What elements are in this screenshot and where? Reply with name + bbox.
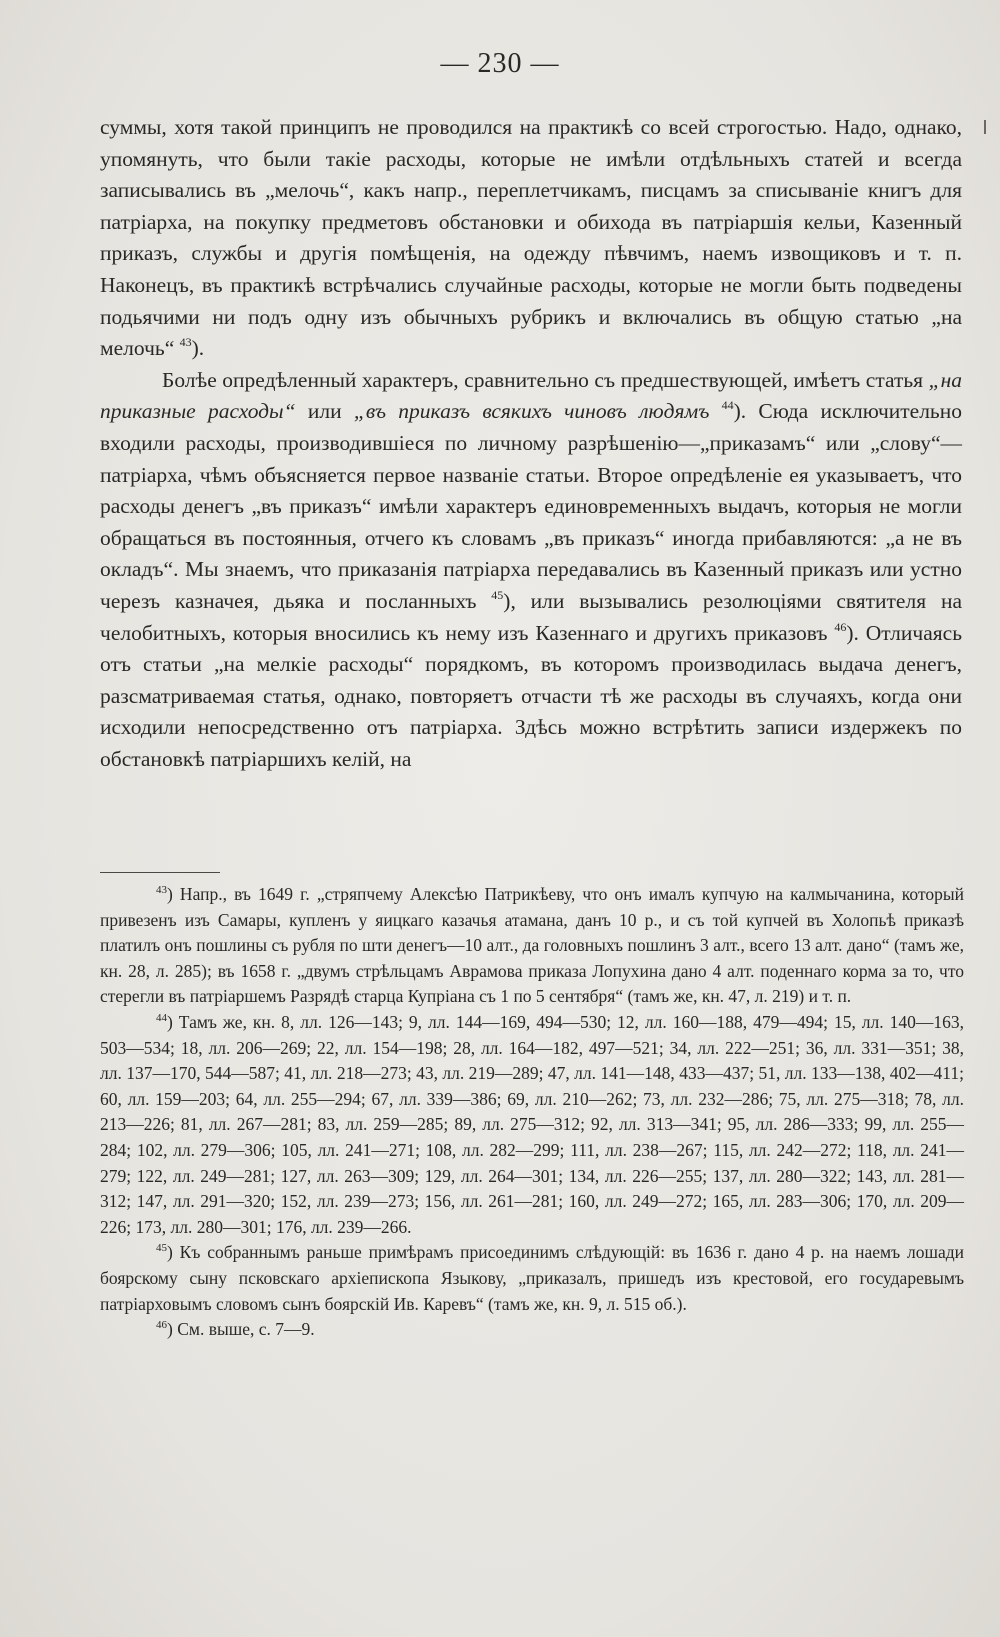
paragraph-2-part-e: ). Сюда исключительно входили расходы, производившіеся по личному разрѣшенію—„приказамъ“ или „слову“—патріарха, чѣмъ объясняется первое названіе статьи. Второе опредѣленіе ея указываетъ, что расходы денегъ „въ приказъ“ имѣли характеръ единовременныхъ выдачъ, которыя не могли обращаться въ постоянныя, отчего къ словамъ „въ приказъ“ иногда прибавляются: „а не въ окладъ“. Мы знаемъ, что приказанія патріарха передавались въ Казенный приказъ или устно черезъ казначея, дьяка и посланныхъ	[100, 399, 962, 613]
footnote-45	[100, 1240, 964, 1317]
paragraph-1-text: суммы, хотя такой принципъ не проводился на практикѣ со всей строгостью. Надо, однако, упомянуть, что были такіе расходы, которые не имѣли отдѣльныхъ статей и всегда записывались въ „мелочь“, какъ напр., переплетчикамъ, писцамъ за списываніе книгъ для патріарха, на покупку предметовъ обстановки и обихода въ патріаршія кельи, Казенный приказъ, службы и другія помѣщенія, на одежду пѣвчимъ, наемъ извощиковъ и т. п. Наконецъ, въ практикѣ встрѣчались случайные расходы, которые не могли быть подведены подьячими ни подъ одну изъ обычныхъ рубрикъ и включались въ общую статью „на мелочь“	[100, 115, 962, 361]
footnote-number-43: 43	[156, 884, 167, 896]
footnote-number-45: 45	[156, 1242, 167, 1255]
footnote-ref-43[interactable]: 43	[179, 335, 192, 350]
footnote-divider	[100, 872, 220, 873]
footnote-44	[100, 1010, 964, 1240]
article-title-italic-2: „въ приказъ всякихъ чиновъ людямъ	[353, 399, 710, 424]
footnote-43-text: ) Напр., въ 1649 г. „стряпчему Алексѣю Патрикѣеву, что онъ ималъ купчую на калмычанина, который привезенъ изъ Самары, купленъ у яицкаго казачья атамана, данъ 10 р., и съ той купчей въ Холопьѣ приказѣ платилъ онъ пошлины съ рубля по шти денегъ—10 алт., да головныхъ пошлинъ 3 алт., всего 13 алт. дано“ (тамъ же, кн. 28, л. 285); въ 1658 г. „двумъ стрѣльцамъ Аврамова приказа Лопухина дано 4 алт. поденнаго корма за то, что стерегли въ патріаршемъ Разрядѣ старца Купріана съ 1 по 5 сентября“ (тамъ же, кн. 47, л. 219) и т. п.	[100, 884, 964, 1007]
main-text	[100, 112, 962, 775]
paragraph-2-part-a: Болѣе опредѣленный характеръ, сравнительно съ предшествующей, имѣетъ статья	[162, 367, 929, 392]
footnote-45-text: ) Къ собраннымъ раньше примѣрамъ присоединимъ слѣдующій: въ 1636 г. дано 4 р. на наемъ лошади боярскому сыну псковскаго архіепископа Языкову, „приказалъ, пришедъ изъ крестовой, его государевымъ патріарховымъ словомъ сынъ боярскій Ив. Каревъ“ (тамъ же, кн. 9, л. 515 об.).	[100, 1242, 964, 1314]
article-title-italic-1: „на приказные расходы“	[100, 367, 962, 424]
paragraph-2-part-c: или	[295, 399, 354, 424]
footnote-number-44: 44	[156, 1011, 167, 1024]
footnote-43	[100, 882, 964, 1010]
paragraph-2	[100, 365, 962, 776]
footnote-ref-44[interactable]: 44	[721, 398, 734, 413]
footnote-number-46: 46	[156, 1319, 167, 1332]
paragraph-2-part-f: ), или вызывались резолюціями святителя на челобитныхъ, которыя вносились къ нему изъ Казеннаго и другихъ приказовъ	[100, 588, 962, 645]
page-number: — 230 —	[440, 48, 560, 79]
paragraph-2-part-g: ). Отличаясь отъ статьи „на мелкіе расходы“ порядкомъ, въ которомъ производилась выдача денегъ, разсматриваемая статья, однако, повторяетъ отчасти тѣ же расходы въ случаяхъ, когда они исходили непосредственно отъ патріарха. Здѣсь можно встрѣтить записи издержекъ по обстановкѣ патріаршихъ келій, на	[100, 620, 962, 771]
margin-mark	[984, 120, 986, 134]
footnote-ref-46[interactable]: 46	[834, 619, 847, 634]
paragraph-1	[100, 112, 962, 365]
footnotes	[100, 882, 964, 1343]
paragraph-1-end: ).	[191, 336, 205, 361]
footnote-44-text: ) Тамъ же, кн. 8, лл. 126—143; 9, лл. 144—169, 494—530; 12, лл. 160—188, 479—494; 15, лл. 140—163, 503—534; 18, лл. 206—269; 22, лл. 154—198; 28, лл. 164—182, 497—521; 34, лл. 222—251; 36, лл. 331—351; 38, лл. 137—170, 544—587; 41, лл. 218—273; 43, лл. 219—289; 47, лл. 141—148, 433—437; 51, лл. 133—138, 402—411; 60, лл. 159—203; 64, лл. 255—294; 67, лл. 339—386; 69, лл. 210—262; 73, лл. 232—286; 75, лл. 275—318; 78, лл. 213—226; 81, лл. 267—281; 83, лл. 259—285; 89, лл. 275—312; 92, лл. 313—341; 95, лл. 286—333; 99, лл. 255—284; 102, лл. 279—306; 105, лл. 241—271; 108, лл. 282—299; 111, лл. 238—267; 115, лл. 242—272; 118, лл. 241—279; 122, лл. 249—281; 127, лл. 263—309; 129, лл. 264—301; 134, лл. 226—255; 137, лл. 280—322; 143, лл. 281—312; 147, лл. 291—320; 152, лл. 239—273; 156, лл. 261—281; 160, лл. 249—272; 165, лл. 283—306; 170, лл. 209—226; 173, лл. 280—301; 176, лл. 239—266.	[100, 1011, 964, 1237]
footnote-46	[100, 1317, 964, 1343]
footnote-46-text: ) См. выше, с. 7—9.	[167, 1319, 315, 1340]
footnote-ref-45[interactable]: 45	[491, 587, 504, 602]
